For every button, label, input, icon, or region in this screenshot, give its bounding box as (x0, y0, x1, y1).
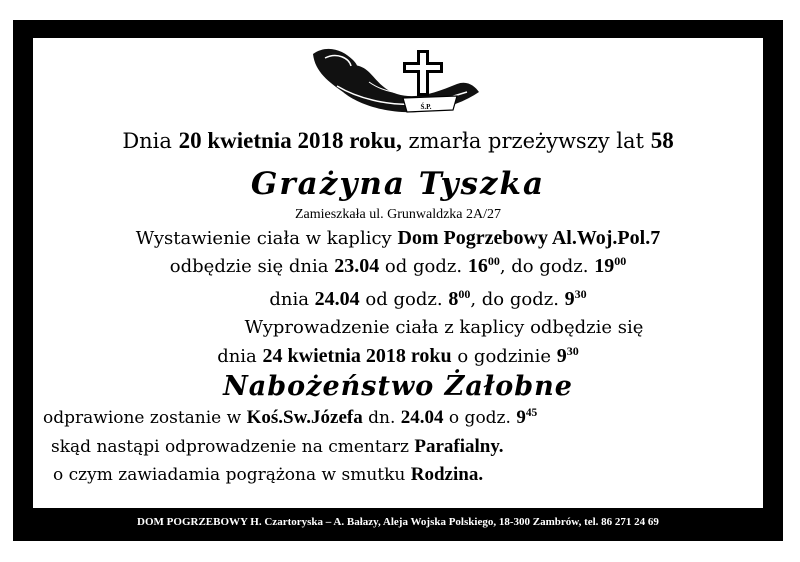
ribbon-text: Ś.P. (420, 103, 432, 111)
viewing-place: Dom Pogrzebowy Al.Woj.Pol.7 (397, 227, 661, 249)
closing-prefix: o czym zawiadamia pogrążona w smutku (53, 465, 406, 485)
service-prefix: odprawione zostanie w (43, 408, 242, 428)
funeral-home-footer: DOM POGRZEBOWY H. Czartoryska – A. Bałazy, Aleja Wojska Polskiego, 18-300 Zambrów, tel. 86 271 24 69 (137, 516, 659, 528)
cross-ribbon-emblem (307, 42, 487, 120)
viewing-prefix: Wystawienie ciała w kaplicy (135, 228, 392, 249)
procession-time (557, 345, 579, 367)
cemetery-line (51, 436, 781, 458)
day2-from-hour: 8 (448, 288, 459, 310)
day2-to-label: , do godz. (470, 289, 559, 310)
procession-hour: 9 (556, 345, 567, 367)
intro-prefix: Dnia (122, 129, 172, 153)
service-church: Koś.Sw.Józefa (246, 407, 363, 428)
service-line (43, 407, 773, 429)
family: Rodzina. (410, 464, 484, 485)
death-date: 20 kwietnia 2018 roku, (178, 128, 402, 153)
day1-from-hour: 16 (467, 255, 488, 277)
day1-to-hour: 19 (594, 255, 615, 277)
service-date: 24.04 (400, 407, 444, 428)
death-notice-line (33, 128, 763, 154)
service-time-label: o godz. (448, 408, 511, 428)
day1-date: 23.04 (334, 255, 380, 277)
day2-from-minutes: 00 (458, 286, 471, 301)
service-date-label: dn. (368, 408, 396, 428)
day2-to-time (565, 288, 587, 310)
procession-minutes: 30 (566, 343, 579, 358)
day2-prefix: dnia (269, 289, 309, 310)
day2-from-time (448, 288, 470, 310)
day1-prefix: odbędzie się dnia (169, 256, 329, 277)
day2-to-hour: 9 (564, 288, 575, 310)
intro-mid: zmarła przeżywszy lat (408, 129, 644, 153)
procession-prefix: dnia (217, 346, 257, 367)
day1-from-time (468, 255, 500, 277)
day1-from-minutes: 00 (487, 253, 500, 268)
cemetery-prefix: skąd nastąpi odprowadzenie na cmentarz (51, 437, 409, 457)
day2-from-label: od godz. (365, 289, 443, 310)
day2-date: 24.04 (314, 288, 360, 310)
day2-to-minutes: 30 (574, 286, 587, 301)
cemetery-name: Parafialny. (414, 436, 504, 457)
service-hour: 9 (516, 407, 526, 428)
cross-icon (403, 50, 443, 96)
day1-to-time (594, 255, 626, 277)
service-time (516, 407, 537, 428)
age: 58 (650, 128, 674, 153)
day1-to-minutes: 00 (614, 253, 627, 268)
deceased-name: Grażyna Tyszka (250, 166, 546, 202)
day1-from-label: od godz. (384, 256, 463, 277)
day1-to-label: , do godz. (499, 256, 589, 277)
residence: Zamieszkała ul. Grunwaldzka 2A/27 (294, 207, 502, 222)
viewing-line (33, 227, 763, 250)
viewing-day2-line (33, 288, 793, 311)
procession-date-line (33, 345, 763, 368)
procession-line: Wyprowadzenie ciała z kaplicy odbędzie się (244, 317, 644, 338)
obituary-frame (13, 20, 783, 541)
procession-time-label: o godzinie (457, 346, 552, 367)
service-minutes: 45 (525, 407, 538, 420)
service-title: Nabożeństwo Żałobne (223, 371, 573, 402)
obituary-card (33, 38, 763, 508)
procession-date: 24 kwietnia 2018 roku (262, 345, 452, 367)
viewing-day1-line (33, 255, 763, 278)
closing-line (53, 464, 783, 486)
